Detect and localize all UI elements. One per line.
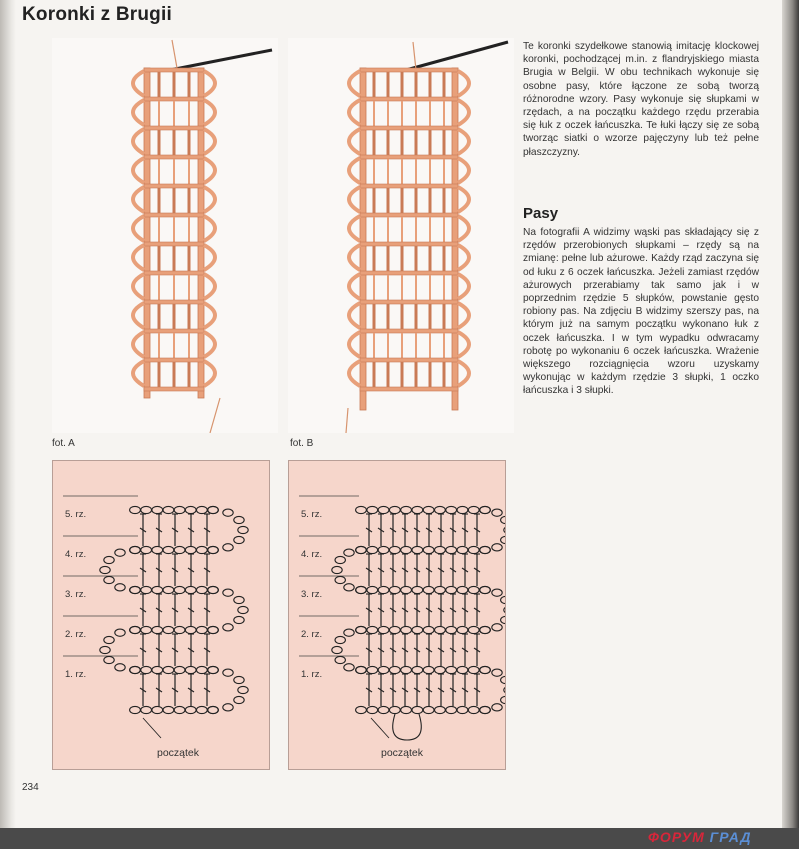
chain-stitch	[367, 506, 378, 513]
lace-picot-right	[458, 71, 469, 96]
lace-picot-right	[204, 158, 215, 183]
chain-stitch	[446, 626, 457, 633]
chain-stitch	[378, 506, 389, 513]
chain-stitch	[174, 626, 185, 633]
lace-picot-right	[204, 361, 215, 386]
lace-picot-right	[458, 216, 469, 241]
lace-row-band	[360, 387, 458, 391]
row-label: 4. rz.	[301, 549, 323, 560]
row-label: 4. rz.	[65, 549, 87, 560]
lace-picot-left	[349, 303, 360, 328]
lace-picot-right	[458, 303, 469, 328]
chain-stitch	[356, 546, 366, 553]
lace-picot-left	[133, 216, 144, 241]
lace-picot-left	[349, 158, 360, 183]
watermark-part2: ГРАД	[709, 829, 752, 845]
start-label: początek	[381, 747, 424, 759]
start-pointer	[371, 718, 389, 738]
lace-picot-left	[349, 100, 360, 125]
chain-stitch	[457, 546, 468, 553]
chain-stitch	[223, 624, 233, 631]
chain-stitch	[152, 666, 163, 673]
chain-stitch	[492, 704, 502, 711]
lace-row-band	[144, 126, 204, 130]
chain-stitch	[152, 586, 163, 593]
chain-stitch	[163, 546, 174, 553]
chain-stitch	[130, 706, 141, 713]
lace-rail	[198, 68, 204, 398]
row-label: 2. rz.	[301, 629, 323, 640]
chain-stitch	[378, 626, 389, 633]
chain-stitch	[163, 506, 174, 513]
chain-stitch	[504, 606, 505, 613]
intro-paragraph: Te koronki szydełkowe stanowią imitację klockowej koronki, pochodzącej m.in. z flandryjskiego miasta Brugia w Belgii. W obu technikach wykonuje się osobne pasy, które łączone ze sobą tworzą różnorodne wzory. Pasy wykonuje się słupkami w rzędach, a na początku każdego rzędu przerabia się łuk z oczek łańcuszka. Te łuki łączy się ze sobą tworząc siatki o wzorze pajęczyny lub też pełne płaszczyzny.	[523, 41, 759, 158]
chain-stitch	[335, 576, 345, 583]
page-edge	[782, 0, 799, 828]
chain-stitch	[196, 706, 207, 713]
chain-stitch	[401, 666, 412, 673]
chain-stitch	[423, 506, 434, 513]
chain-stitch	[435, 546, 446, 553]
lace-row-band	[144, 155, 204, 159]
photo-b	[288, 38, 514, 433]
chain-stitch	[344, 584, 354, 591]
lace-picot-right	[458, 129, 469, 154]
lace-row-band	[144, 184, 204, 188]
row-label: 3. rz.	[301, 589, 323, 600]
chain-stitch	[378, 546, 389, 553]
chain-stitch	[367, 546, 378, 553]
chain-stitch	[223, 704, 233, 711]
chain-stitch	[196, 546, 207, 553]
chain-stitch	[480, 506, 490, 513]
lace-picot-right	[458, 187, 469, 212]
chain-stitch	[423, 546, 434, 553]
chain-stitch	[196, 626, 207, 633]
lace-row-band	[360, 155, 458, 159]
chain-stitch	[234, 536, 244, 543]
chain-stitch	[423, 666, 434, 673]
chain-stitch	[141, 626, 152, 633]
chain-stitch	[141, 546, 152, 553]
chain-stitch	[389, 586, 400, 593]
chain-stitch	[401, 706, 412, 713]
lace-row-band	[144, 387, 204, 391]
photo-b-caption: fot. B	[290, 438, 314, 449]
lace-row-band	[144, 271, 204, 275]
chain-stitch	[468, 666, 479, 673]
chain-stitch	[480, 626, 491, 633]
chain-stitch	[435, 666, 446, 673]
watermark-part1: ФОРУМ	[648, 829, 710, 845]
chain-stitch	[378, 586, 389, 593]
chain-stitch	[378, 666, 389, 673]
chain-stitch	[335, 656, 345, 663]
chain-stitch	[152, 506, 163, 513]
lace-row-band	[360, 358, 458, 362]
chain-stitch	[468, 506, 479, 513]
chain-stitch	[223, 589, 233, 596]
chain-stitch	[208, 506, 218, 513]
chain-stitch	[412, 666, 423, 673]
photo-a	[52, 38, 278, 433]
lace-picot-left	[349, 361, 360, 386]
chain-stitch	[356, 586, 367, 593]
lace-row-band	[360, 213, 458, 217]
chain-stitch	[367, 706, 378, 713]
lace-picot-left	[349, 245, 360, 270]
chain-stitch	[501, 616, 505, 623]
chain-stitch	[185, 626, 196, 633]
lace-row-band	[360, 68, 458, 72]
chain-stitch	[185, 546, 196, 553]
lace-picot-right	[204, 274, 215, 299]
chain-stitch	[367, 586, 378, 593]
chain-stitch	[130, 506, 141, 513]
chain-stitch	[378, 706, 389, 713]
chain-stitch	[223, 544, 233, 551]
chain-stitch	[468, 546, 479, 553]
lace-picot-left	[133, 187, 144, 212]
chain-stitch	[435, 586, 446, 593]
chain-stitch	[480, 666, 490, 673]
page-gutter	[0, 0, 16, 828]
chain-stitch	[174, 666, 185, 673]
lace-row-band	[144, 97, 204, 101]
chain-stitch	[435, 706, 446, 713]
chain-stitch	[389, 706, 400, 713]
chain-stitch	[412, 706, 423, 713]
chain-stitch	[141, 586, 152, 593]
chain-stitch	[480, 586, 490, 593]
chain-stitch	[238, 606, 248, 613]
chain-stitch	[100, 566, 110, 573]
chain-stitch	[501, 676, 505, 683]
chain-stitch	[115, 629, 125, 636]
lace-picot-right	[458, 332, 469, 357]
lace-picot-left	[349, 129, 360, 154]
row-label: 2. rz.	[65, 629, 87, 640]
lace-picot-right	[204, 303, 215, 328]
row-label: 5. rz.	[301, 509, 323, 520]
chain-stitch	[501, 596, 505, 603]
chain-stitch	[412, 626, 423, 633]
diagram-a-chart	[53, 461, 269, 769]
lace-picot-left	[349, 274, 360, 299]
lace-picot-left	[133, 303, 144, 328]
chain-stitch	[223, 669, 233, 676]
chain-stitch	[130, 666, 141, 673]
chain-stitch	[141, 506, 152, 513]
chain-stitch	[480, 546, 491, 553]
lace-picot-left	[133, 274, 144, 299]
lace-picot-right	[458, 274, 469, 299]
chain-stitch	[457, 586, 468, 593]
page-title: Koronki z Brugii	[22, 4, 172, 25]
chain-stitch	[130, 546, 140, 553]
lace-picot-right	[204, 71, 215, 96]
chain-stitch	[367, 666, 378, 673]
chain-stitch	[238, 686, 248, 693]
chain-stitch	[104, 556, 114, 563]
lace-picot-right	[458, 361, 469, 386]
lace-picot-left	[133, 129, 144, 154]
lace-picot-right	[458, 245, 469, 270]
lace-strip-wide-illustration	[288, 38, 514, 433]
chain-stitch	[344, 549, 354, 556]
chain-stitch	[185, 506, 196, 513]
chain-stitch	[492, 669, 502, 676]
chain-stitch	[412, 586, 423, 593]
crochet-diagram-b	[288, 460, 506, 770]
chain-stitch	[501, 516, 505, 523]
chain-stitch	[412, 546, 423, 553]
chain-stitch	[412, 506, 423, 513]
lace-row-band	[144, 358, 204, 362]
chain-stitch	[185, 586, 196, 593]
chain-stitch	[196, 506, 207, 513]
chain-stitch	[332, 566, 342, 573]
chain-stitch	[234, 596, 244, 603]
chain-stitch	[504, 526, 505, 533]
lace-picot-right	[204, 129, 215, 154]
row-label: 5. rz.	[65, 509, 87, 520]
chain-stitch	[163, 666, 174, 673]
lace-picot-left	[133, 332, 144, 357]
photo-a-caption: fot. A	[52, 438, 75, 449]
lace-row-band	[360, 242, 458, 246]
chain-stitch	[468, 706, 479, 713]
row-label: 1. rz.	[301, 669, 323, 680]
chain-stitch	[185, 666, 196, 673]
start-pointer	[143, 718, 161, 738]
chain-stitch	[435, 626, 446, 633]
lace-picot-left	[349, 187, 360, 212]
chain-stitch	[196, 586, 207, 593]
lace-picot-left	[349, 332, 360, 357]
chain-stitch	[115, 549, 125, 556]
chain-stitch	[468, 626, 479, 633]
page-number: 234	[22, 782, 39, 793]
chain-stitch	[501, 536, 505, 543]
chain-stitch	[174, 586, 185, 593]
chain-stitch	[423, 586, 434, 593]
chain-stitch	[208, 666, 218, 673]
chain-stitch	[185, 706, 196, 713]
chain-stitch	[130, 626, 140, 633]
chain-stitch	[356, 506, 367, 513]
lace-picot-left	[133, 245, 144, 270]
lace-picot-left	[133, 100, 144, 125]
chain-stitch	[480, 706, 491, 713]
chain-stitch	[389, 546, 400, 553]
start-label: początek	[157, 747, 200, 759]
chain-stitch	[141, 666, 152, 673]
lace-row-band	[360, 329, 458, 333]
chain-stitch	[423, 706, 434, 713]
chain-stitch	[468, 586, 479, 593]
chain-stitch	[446, 586, 457, 593]
chain-stitch	[389, 626, 400, 633]
chain-stitch	[152, 546, 163, 553]
lace-picot-left	[349, 216, 360, 241]
chain-stitch	[501, 696, 505, 703]
chain-stitch	[367, 626, 378, 633]
chain-stitch	[174, 506, 185, 513]
chain-stitch	[492, 624, 502, 631]
chain-stitch	[130, 586, 141, 593]
chain-stitch	[335, 636, 345, 643]
chain-stitch	[457, 626, 468, 633]
chain-stitch	[234, 676, 244, 683]
chain-stitch	[457, 666, 468, 673]
lace-picot-left	[133, 71, 144, 96]
lace-row-band	[360, 97, 458, 101]
forum-watermark	[648, 829, 751, 845]
chain-stitch	[356, 626, 366, 633]
lace-strip-narrow-illustration	[52, 38, 278, 433]
chain-stitch	[163, 586, 174, 593]
chain-stitch	[174, 546, 185, 553]
chain-stitch	[435, 506, 446, 513]
chain-stitch	[104, 636, 114, 643]
lace-row-band	[360, 184, 458, 188]
lace-row-band	[360, 271, 458, 275]
chain-stitch	[208, 706, 219, 713]
lace-picot-right	[204, 245, 215, 270]
chain-stitch	[234, 516, 244, 523]
chain-stitch	[401, 586, 412, 593]
chain-stitch	[492, 589, 502, 596]
chain-stitch	[423, 626, 434, 633]
lace-picot-right	[204, 216, 215, 241]
chain-stitch	[141, 706, 152, 713]
chain-stitch	[196, 666, 207, 673]
chain-stitch	[457, 706, 468, 713]
lace-picot-right	[204, 100, 215, 125]
chain-stitch	[344, 629, 354, 636]
chain-stitch	[356, 666, 367, 673]
lace-picot-left	[133, 361, 144, 386]
lace-picot-right	[204, 332, 215, 357]
chain-stitch	[335, 556, 345, 563]
lace-row-band	[144, 68, 204, 72]
chain-stitch	[446, 506, 457, 513]
lace-row-band	[360, 126, 458, 130]
lace-row-band	[360, 300, 458, 304]
chain-stitch	[492, 509, 502, 516]
chain-stitch	[223, 509, 233, 516]
chain-stitch	[174, 706, 185, 713]
chain-stitch	[208, 586, 218, 593]
chain-stitch	[446, 546, 457, 553]
chain-stitch	[152, 706, 163, 713]
chain-stitch	[446, 706, 457, 713]
chain-stitch	[115, 584, 125, 591]
lace-rail	[144, 68, 150, 398]
chain-stitch	[208, 546, 219, 553]
chain-stitch	[344, 664, 354, 671]
chain-stitch	[492, 544, 502, 551]
chain-stitch	[104, 576, 114, 583]
lace-picot-left	[349, 71, 360, 96]
section-heading: Pasy	[523, 205, 559, 222]
chain-stitch	[238, 526, 248, 533]
chain-stitch	[401, 626, 412, 633]
lace-row-band	[144, 300, 204, 304]
crochet-diagram-a	[52, 460, 270, 770]
chain-stitch	[234, 696, 244, 703]
row-label: 1. rz.	[65, 669, 87, 680]
lace-picot-right	[204, 187, 215, 212]
chain-stitch	[504, 686, 505, 693]
start-loop	[393, 714, 422, 740]
chain-stitch	[457, 506, 468, 513]
chain-stitch	[446, 666, 457, 673]
chain-stitch	[234, 616, 244, 623]
chain-stitch	[332, 646, 342, 653]
chain-stitch	[104, 656, 114, 663]
chain-stitch	[208, 626, 219, 633]
section-paragraph: Na fotografii A widzimy wąski pas składający się z rzędów przerobionych słupkami – rzędy są na zmianę: pełne lub ażurowe. Każdy rząd zaczyna się od łuku z 6 oczek łańcuszka. Jeżeli zamiast rzędów ażurowych przerabiamy tak samo jak i w poprzednim rzędzie 5 słupków, powstanie gęsto robiony pas. Na zdjęciu B widzimy szerszy pas, na którym już na samym początku wykonano łuk z oczek łańcuszka. I w tym wypadku odwracamy robotę po wykonaniu 6 oczek łańcuszka. Wrażenie większego rozciągnięcia wzoru uzyskamy wykonując w każdym rzędzie 3 słupki, 1 oczko łańcuszka i 3 słupki.	[523, 227, 759, 397]
chain-stitch	[401, 546, 412, 553]
chain-stitch	[100, 646, 110, 653]
lace-row-band	[144, 329, 204, 333]
chain-stitch	[389, 666, 400, 673]
lace-picot-right	[458, 100, 469, 125]
lace-row-band	[144, 242, 204, 246]
chain-stitch	[115, 664, 125, 671]
diagram-b-chart	[289, 461, 505, 769]
chain-stitch	[401, 506, 412, 513]
lace-picot-left	[133, 158, 144, 183]
chain-stitch	[152, 626, 163, 633]
chain-stitch	[163, 626, 174, 633]
chain-stitch	[389, 506, 400, 513]
lace-row-band	[144, 213, 204, 217]
chain-stitch	[163, 706, 174, 713]
row-label: 3. rz.	[65, 589, 87, 600]
chain-stitch	[356, 706, 367, 713]
lace-picot-right	[458, 158, 469, 183]
